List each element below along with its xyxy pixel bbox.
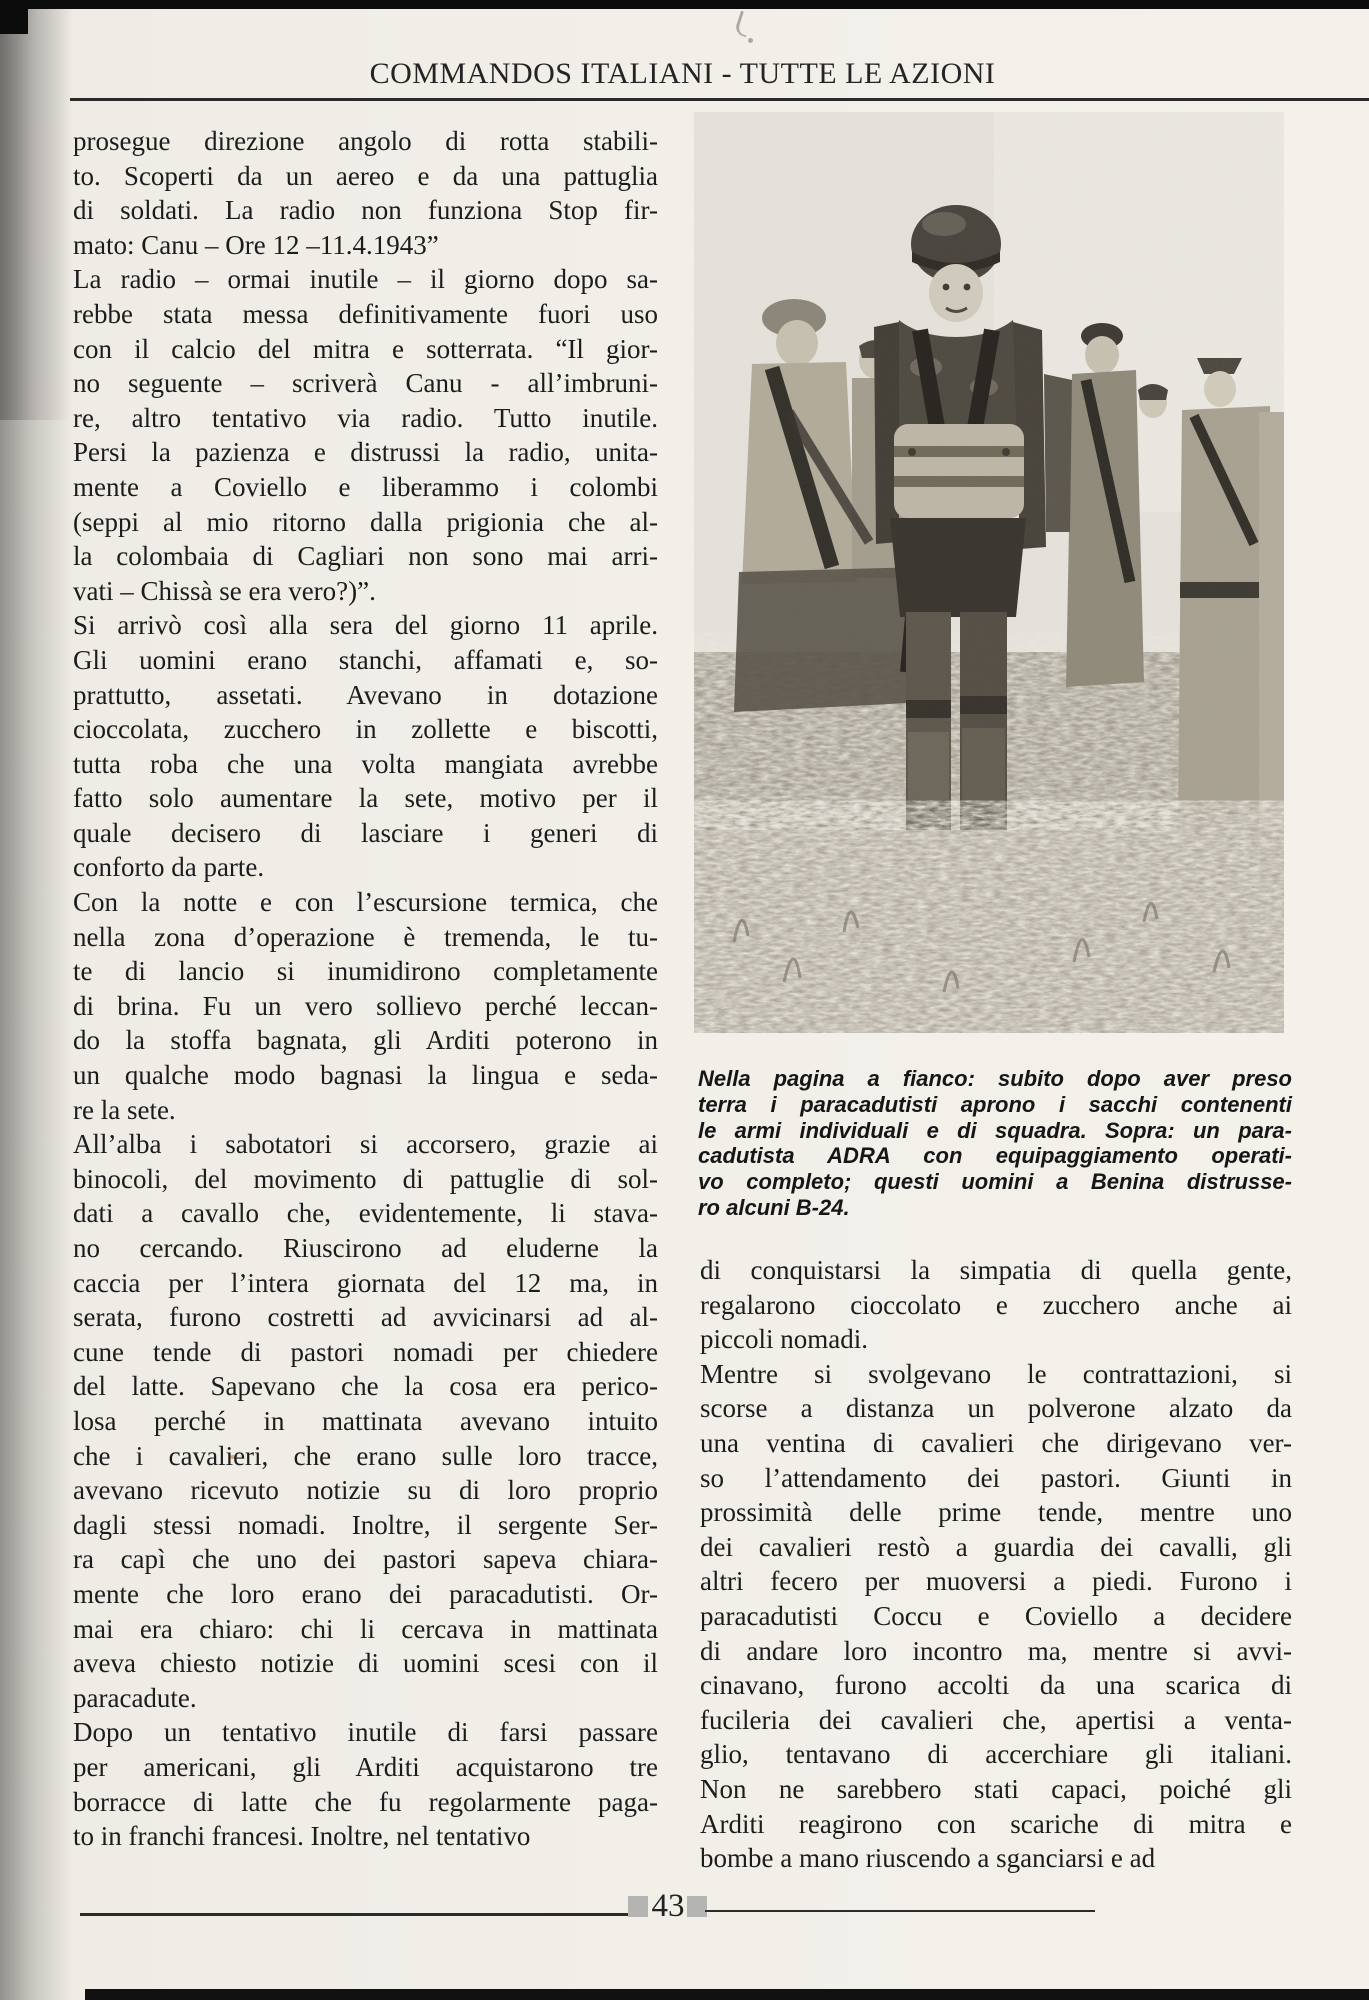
text-line: nella zona d’operazione è tremenda, le tu- bbox=[73, 921, 658, 952]
text-line: re la sete. bbox=[73, 1094, 176, 1125]
text-line: vo completo; questi uomini a Benina distrusse- bbox=[698, 1169, 1292, 1195]
text-line: Persi la pazienza e distrussi la radio, unita- bbox=[73, 437, 658, 468]
text-line: Con la notte e con l’escursione termica, che bbox=[73, 887, 658, 918]
scan-edge-top bbox=[0, 0, 1369, 9]
text-line: paracadutisti Coccu e Coviello a decidere bbox=[700, 1600, 1292, 1631]
text-line: scorse a distanza un polverone alzato da bbox=[700, 1393, 1292, 1424]
text-line: dati a cavallo che, evidentemente, li stava- bbox=[73, 1198, 658, 1229]
scan-artifact-dot bbox=[748, 38, 753, 43]
photo-caption bbox=[698, 1066, 1292, 1221]
text-line: prattutto, assetati. Avevano in dotazione bbox=[73, 679, 658, 710]
text-line: conforto da parte. bbox=[73, 852, 265, 883]
text-line: losa perché in mattinata avevano intuito bbox=[73, 1405, 658, 1436]
text-line: terra i paracadutisti aprono i sacchi contenenti bbox=[698, 1091, 1292, 1117]
text-line: mato: Canu – Ore 12 –11.4.1943” bbox=[73, 229, 439, 260]
text-line: aveva chiesto notizie di uomini scesi con il bbox=[73, 1648, 658, 1679]
text-line: un qualche modo bagnasi la lingua e seda- bbox=[73, 1060, 658, 1091]
text-line: cadutista ADRA con equipaggiamento operati- bbox=[698, 1143, 1292, 1169]
text-line: quale decisero di lasciare i generi di bbox=[73, 817, 658, 848]
text-line: di conquistarsi la simpatia di quella gente, bbox=[700, 1255, 1292, 1285]
text-line: (seppi al mio ritorno dalla prigionia che al- bbox=[73, 506, 658, 537]
text-line: mente a Coviello e liberammo i colombi bbox=[73, 471, 658, 502]
text-line: no seguente – scriverà Canu - all’imbruni- bbox=[73, 368, 658, 399]
text-line: re, altro tentativo via radio. Tutto inutile. bbox=[73, 402, 658, 433]
text-line: regalarono cioccolato e zucchero anche ai bbox=[700, 1289, 1292, 1320]
header-rule bbox=[70, 98, 1369, 101]
text-line: fatto solo aumentare la sete, motivo per il bbox=[73, 783, 658, 814]
footer-rule-right bbox=[705, 1910, 1095, 1912]
text-line: con il calcio del mitra e sotterrata. “Il gior- bbox=[73, 333, 658, 364]
text-line: paracadute. bbox=[73, 1682, 197, 1713]
scan-edge-corner bbox=[0, 0, 28, 34]
text-line: binocoli, del movimento di pattuglie di sol- bbox=[73, 1163, 658, 1194]
text-line: Mentre si svolgevano le contrattazioni, si bbox=[700, 1358, 1292, 1389]
text-line: caccia per l’intera giornata del 12 ma, in bbox=[73, 1267, 658, 1298]
text-line: borracce di latte che fu regolarmente paga- bbox=[73, 1786, 658, 1817]
scan-artifact-mark bbox=[734, 11, 754, 38]
text-line: te di lancio si inumidirono completamente bbox=[73, 956, 658, 987]
text-line: cinavano, furono accolti da una scarica di bbox=[700, 1670, 1292, 1701]
text-line: Dopo un tentativo inutile di farsi passare bbox=[73, 1717, 658, 1748]
text-line: ro alcuni B-24. bbox=[698, 1194, 850, 1220]
text-line: fucileria dei cavalieri che, apertisi a venta- bbox=[700, 1704, 1292, 1735]
text-line: cune tende di pastori nomadi per chiedere bbox=[73, 1336, 658, 1367]
text-line: serata, furono costretti ad avvicinarsi ad al- bbox=[73, 1302, 658, 1333]
page-number: 43 bbox=[651, 1888, 685, 1924]
right-text-column bbox=[700, 1253, 1292, 1876]
paratroopers-photo bbox=[694, 112, 1284, 1033]
left-text-column bbox=[73, 124, 658, 1854]
scan-edge-bottom bbox=[85, 1989, 1369, 2000]
text-line: prossimità delle prime tende, mentre uno bbox=[700, 1497, 1292, 1528]
text-line: di andare loro incontro ma, mentre si avvi- bbox=[700, 1635, 1292, 1666]
text-line: ra capì che uno dei pastori sapeva chiara- bbox=[73, 1544, 658, 1575]
text-line: no cercando. Riuscirono ad eluderne la bbox=[73, 1233, 658, 1263]
text-line: le armi individuali e di squadra. Sopra: un para- bbox=[698, 1117, 1292, 1143]
text-line: di brina. Fu un vero sollievo perché leccan- bbox=[73, 990, 658, 1021]
text-line: All’alba i sabotatori si accorsero, grazie ai bbox=[73, 1129, 658, 1160]
text-line: so l’attendamento dei pastori. Giunti in bbox=[700, 1462, 1292, 1493]
text-line: del latte. Sapevano che la cosa era perico- bbox=[73, 1371, 658, 1402]
text-line: Gli uomini erano stanchi, affamati e, so- bbox=[73, 644, 658, 675]
text-line: di soldati. La radio non funziona Stop fir- bbox=[73, 195, 658, 226]
text-line: do la stoffa bagnata, gli Arditi poterono in bbox=[73, 1025, 658, 1056]
text-line: vati – Chissà se era vero?)”. bbox=[73, 575, 376, 606]
text-line: to. Scoperti da un aereo e da una pattuglia bbox=[73, 160, 658, 191]
text-line: una ventina di cavalieri che dirigevano ver- bbox=[700, 1427, 1292, 1458]
text-line: mai era chiaro: chi li cercava in mattinata bbox=[73, 1613, 658, 1644]
text-line: mente che loro erano dei paracadutisti. Or- bbox=[73, 1578, 658, 1609]
text-line: dei cavalieri restò a guardia dei cavalli, gli bbox=[700, 1531, 1292, 1562]
page-title: COMMANDOS ITALIANI - TUTTE LE AZIONI bbox=[369, 57, 996, 90]
text-line: Non ne sarebbero stati capaci, poiché gli bbox=[700, 1773, 1292, 1804]
text-line: Arditi reagirono con scariche di mitra e bbox=[700, 1808, 1292, 1839]
page-gutter-shadow-top bbox=[0, 0, 72, 420]
text-line: La radio – ormai inutile – il giorno dopo sa- bbox=[73, 264, 658, 295]
footer-rule-left bbox=[80, 1913, 628, 1916]
paratroopers-photo-graphic bbox=[694, 112, 1284, 1033]
text-line: glio, tentavano di accerchiare gli italiani. bbox=[700, 1739, 1292, 1770]
footer-square-left bbox=[628, 1896, 648, 1917]
text-line: piccoli nomadi. bbox=[700, 1324, 868, 1355]
text-line: rebbe stata messa definitivamente fuori uso bbox=[73, 298, 658, 329]
text-line: per americani, gli Arditi acquistarono tre bbox=[73, 1751, 658, 1782]
text-line: bombe a mano riuscendo a sganciarsi e ad bbox=[700, 1843, 1156, 1874]
text-line: avevano ricevuto notizie su di loro proprio bbox=[73, 1475, 658, 1506]
text-line: cioccolata, zucchero in zollette e biscotti, bbox=[73, 714, 658, 745]
text-line: to in franchi francesi. Inoltre, nel tentativo bbox=[73, 1821, 531, 1852]
text-line: tutta roba che una volta mangiata avrebbe bbox=[73, 748, 658, 779]
text-line: Nella pagina a fianco: subito dopo aver preso bbox=[698, 1066, 1292, 1091]
text-line: prosegue direzione angolo di rotta stabili- bbox=[73, 126, 658, 156]
footer-square-right bbox=[687, 1896, 707, 1917]
text-line: altri fecero per muoversi a piedi. Furono i bbox=[700, 1566, 1292, 1597]
text-line: che i cavalieri, che erano sulle loro tracce, bbox=[73, 1440, 658, 1471]
text-line: dagli stessi nomadi. Inoltre, il sergente Ser- bbox=[73, 1509, 658, 1540]
text-line: Si arrivò così alla sera del giorno 11 aprile. bbox=[73, 610, 658, 641]
text-line: la colombaia di Cagliari non sono mai arri- bbox=[73, 541, 658, 572]
